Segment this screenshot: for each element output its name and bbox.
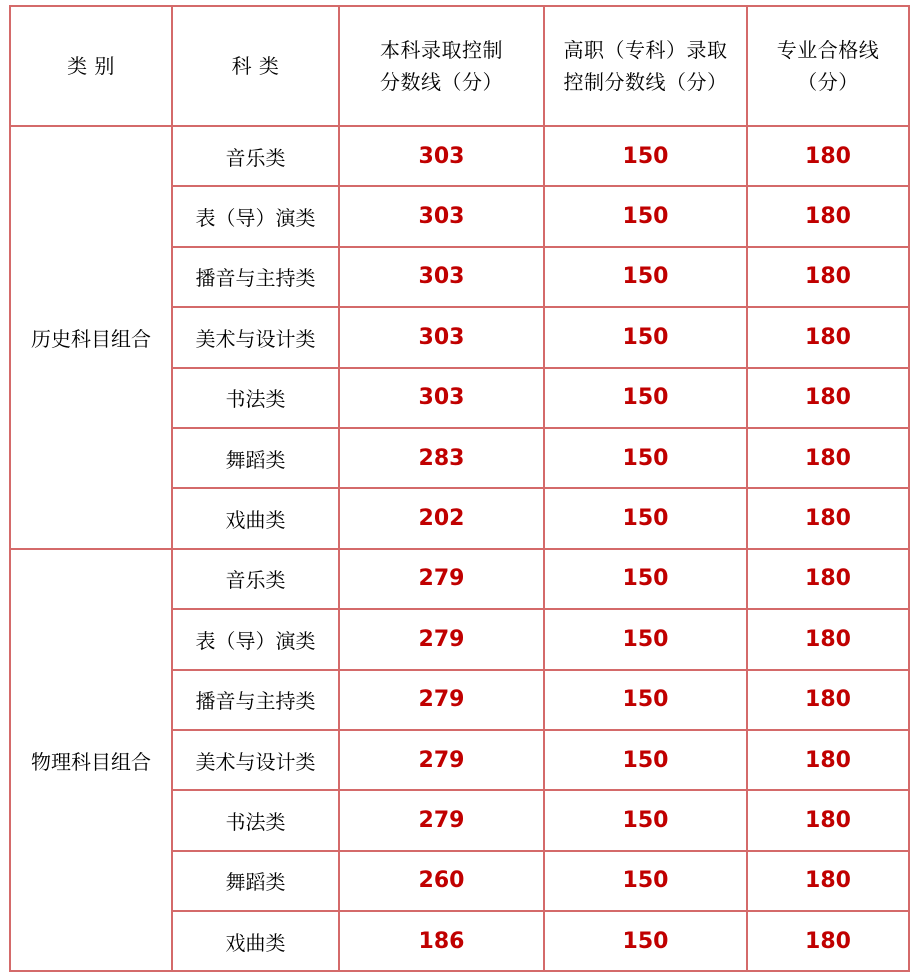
header-subject: 科 类 bbox=[172, 6, 339, 126]
header-row bbox=[10, 6, 909, 126]
qualified-score-cell: 180 bbox=[747, 186, 909, 246]
qualified-score-cell: 180 bbox=[747, 368, 909, 428]
qualified-score-cell: 180 bbox=[747, 488, 909, 548]
bachelor-score-cell: 279 bbox=[339, 670, 544, 730]
vocational-score-cell: 150 bbox=[544, 670, 747, 730]
bachelor-score-cell: 303 bbox=[339, 126, 544, 186]
qualified-score-cell: 180 bbox=[747, 609, 909, 669]
bachelor-score-cell: 279 bbox=[339, 730, 544, 790]
table-row bbox=[10, 549, 909, 609]
vocational-score-cell: 150 bbox=[544, 790, 747, 850]
header-vocational-line1: 高职（专科）录取 bbox=[563, 38, 728, 62]
vocational-score-cell: 150 bbox=[544, 307, 747, 367]
vocational-score-cell: 150 bbox=[544, 851, 747, 911]
subject-cell: 表（导）演类 bbox=[172, 609, 339, 669]
header-bachelor-line2: 分数线（分） bbox=[380, 70, 503, 94]
subject-cell: 音乐类 bbox=[172, 549, 339, 609]
subject-cell: 书法类 bbox=[172, 790, 339, 850]
vocational-score-cell: 150 bbox=[544, 368, 747, 428]
qualified-score-cell: 180 bbox=[747, 549, 909, 609]
bachelor-score-cell: 303 bbox=[339, 186, 544, 246]
qualified-score-cell: 180 bbox=[747, 670, 909, 730]
vocational-score-cell: 150 bbox=[544, 428, 747, 488]
vocational-score-cell: 150 bbox=[544, 609, 747, 669]
qualified-score-cell: 180 bbox=[747, 730, 909, 790]
subject-cell: 音乐类 bbox=[172, 126, 339, 186]
table-row bbox=[10, 126, 909, 186]
subject-cell: 书法类 bbox=[172, 368, 339, 428]
header-qualified bbox=[747, 6, 909, 126]
header-bachelor bbox=[339, 6, 544, 126]
header-category: 类 别 bbox=[10, 6, 172, 126]
vocational-score-cell: 150 bbox=[544, 488, 747, 548]
header-vocational bbox=[544, 6, 747, 126]
bachelor-score-cell: 303 bbox=[339, 247, 544, 307]
qualified-score-cell: 180 bbox=[747, 307, 909, 367]
qualified-score-cell: 180 bbox=[747, 790, 909, 850]
subject-cell: 戏曲类 bbox=[172, 911, 339, 971]
subject-cell: 舞蹈类 bbox=[172, 851, 339, 911]
table-body bbox=[10, 126, 909, 971]
vocational-score-cell: 150 bbox=[544, 730, 747, 790]
subject-cell: 播音与主持类 bbox=[172, 670, 339, 730]
bachelor-score-cell: 279 bbox=[339, 790, 544, 850]
bachelor-score-cell: 202 bbox=[339, 488, 544, 548]
bachelor-score-cell: 186 bbox=[339, 911, 544, 971]
qualified-score-cell: 180 bbox=[747, 428, 909, 488]
qualified-score-cell: 180 bbox=[747, 911, 909, 971]
header-vocational-line2: 控制分数线（分） bbox=[563, 70, 728, 94]
subject-cell: 美术与设计类 bbox=[172, 307, 339, 367]
subject-cell: 戏曲类 bbox=[172, 488, 339, 548]
header-qualified-line1: 专业合格线 bbox=[776, 38, 880, 62]
vocational-score-cell: 150 bbox=[544, 911, 747, 971]
bachelor-score-cell: 279 bbox=[339, 609, 544, 669]
group-name-cell: 历史科目组合 bbox=[10, 126, 172, 549]
subject-cell: 舞蹈类 bbox=[172, 428, 339, 488]
vocational-score-cell: 150 bbox=[544, 126, 747, 186]
bachelor-score-cell: 260 bbox=[339, 851, 544, 911]
score-table bbox=[9, 5, 910, 972]
bachelor-score-cell: 283 bbox=[339, 428, 544, 488]
vocational-score-cell: 150 bbox=[544, 186, 747, 246]
subject-cell: 播音与主持类 bbox=[172, 247, 339, 307]
qualified-score-cell: 180 bbox=[747, 851, 909, 911]
qualified-score-cell: 180 bbox=[747, 247, 909, 307]
subject-cell: 美术与设计类 bbox=[172, 730, 339, 790]
bachelor-score-cell: 303 bbox=[339, 368, 544, 428]
subject-cell: 表（导）演类 bbox=[172, 186, 339, 246]
bachelor-score-cell: 303 bbox=[339, 307, 544, 367]
bachelor-score-cell: 279 bbox=[339, 549, 544, 609]
vocational-score-cell: 150 bbox=[544, 247, 747, 307]
qualified-score-cell: 180 bbox=[747, 126, 909, 186]
group-name-cell: 物理科目组合 bbox=[10, 549, 172, 972]
header-bachelor-line1: 本科录取控制 bbox=[380, 38, 503, 62]
header-qualified-line2: （分） bbox=[797, 70, 859, 94]
vocational-score-cell: 150 bbox=[544, 549, 747, 609]
